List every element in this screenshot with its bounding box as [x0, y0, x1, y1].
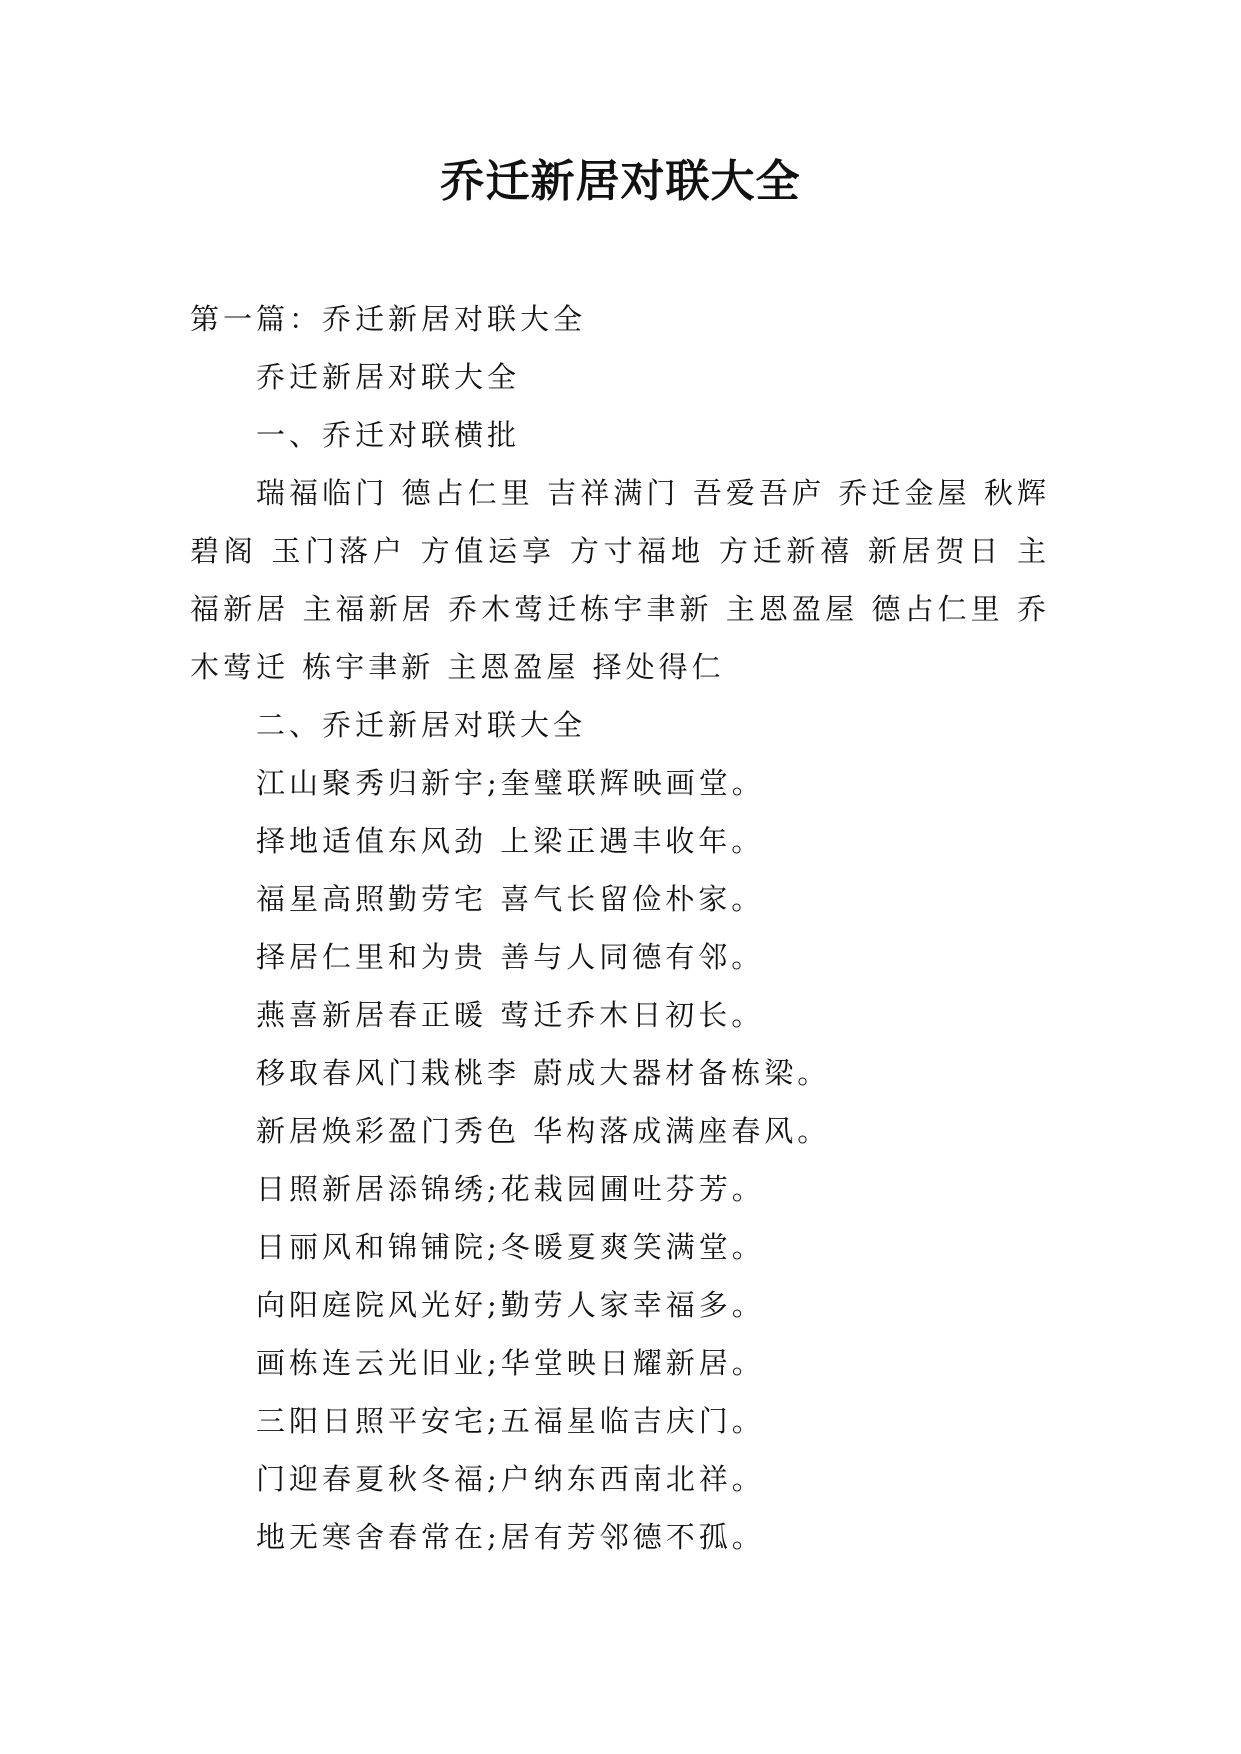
couplet-line: 移取春风门栽桃李 蔚成大器材备栋梁。 — [256, 1056, 831, 1090]
couplet-line: 三阳日照平安宅;五福星临吉庆门。 — [256, 1404, 765, 1438]
document-title: 乔迁新居对联大全 — [440, 156, 801, 207]
part1-paragraph: 瑞福临门 德占仁里 吉祥满门 吾爱吾庐 乔迁金屋 秋辉碧阁 玉门落户 方值运享 方寸福地 方迁新禧 新居贺日 主福新居 主福新居 乔木莺迁栋宇聿新 主恩盈屋 德占仁里 乔木莺迁 栋宇聿新 主恩盈屋 择处得仁 — [190, 476, 1050, 684]
couplet-line: 地无寒舍春常在;居有芳邻德不孤。 — [256, 1520, 765, 1554]
part1-heading: 一、乔迁对联横批 — [256, 418, 521, 452]
couplet-line: 向阳庭院风光好;勤劳人家幸福多。 — [256, 1288, 765, 1322]
subtitle: 乔迁新居对联大全 — [256, 360, 521, 394]
couplet-line: 画栋连云光旧业;华堂映日耀新居。 — [256, 1346, 765, 1380]
document-body — [190, 290, 1050, 1566]
couplet-line: 新居焕彩盈门秀色 华构落成满座春风。 — [256, 1114, 831, 1148]
couplet-line: 择居仁里和为贵 善与人同德有邻。 — [256, 940, 765, 974]
couplet-line: 日照新居添锦绣;花栽园圃吐芬芳。 — [256, 1172, 765, 1206]
couplet-line: 日丽风和锦铺院;冬暖夏爽笑满堂。 — [256, 1230, 765, 1264]
section-heading: 第一篇：乔迁新居对联大全 — [190, 302, 587, 336]
couplet-line: 择地适值东风劲 上梁正遇丰收年。 — [256, 824, 765, 858]
couplet-line: 门迎春夏秋冬福;户纳东西南北祥。 — [256, 1462, 765, 1496]
part2-heading: 二、乔迁新居对联大全 — [256, 708, 587, 742]
couplet-line: 燕喜新居春正暖 莺迁乔木日初长。 — [256, 998, 765, 1032]
couplet-line: 江山聚秀归新宇;奎璧联辉映画堂。 — [256, 766, 765, 800]
couplet-line: 福星高照勤劳宅 喜气长留俭朴家。 — [256, 882, 765, 916]
